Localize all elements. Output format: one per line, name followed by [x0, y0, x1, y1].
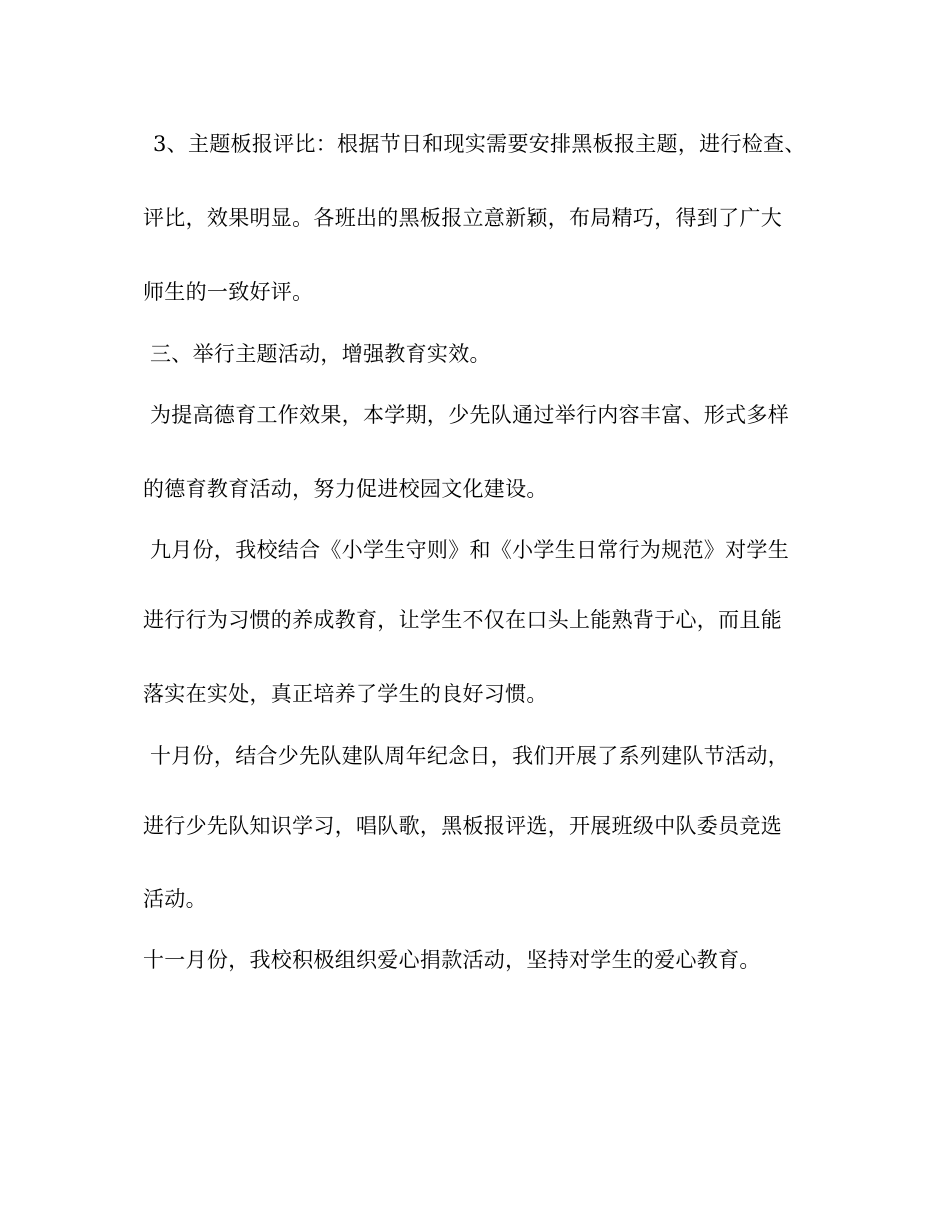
paragraph-line: 十月份，结合少先队建队周年纪念日，我们开展了系列建队节活动， [150, 744, 789, 768]
paragraph-line: 进行行为习惯的养成教育，让学生不仅在口头上能熟背于心，而且能 [143, 608, 782, 632]
paragraph-line: 的德育教育活动，努力促进校园文化建设。 [143, 477, 548, 501]
paragraph-line: 活动。 [143, 887, 207, 911]
section-heading: 三、举行主题活动，增强教育实效。 [150, 342, 491, 366]
paragraph-line: 九月份，我校结合《小学生守则》和《小学生日常行为规范》对学生 [150, 538, 789, 562]
paragraph-line: 3、主题板报评比：根据节日和现实需要安排黑板报主题，进行检查、 [153, 132, 806, 156]
paragraph-line: 落实在实处，真正培养了学生的良好习惯。 [143, 682, 548, 706]
paragraph-line: 为提高德育工作效果，本学期，少先队通过举行内容丰富、形式多样 [150, 403, 789, 427]
paragraph-line: 师生的一致好评。 [143, 280, 314, 304]
paragraph-line: 十一月份，我校积极组织爱心捐款活动，坚持对学生的爱心教育。 [143, 948, 761, 972]
paragraph-line: 进行少先队知识学习，唱队歌，黑板报评选，开展班级中队委员竞选 [143, 814, 782, 838]
paragraph-line: 评比，效果明显。各班出的黑板报立意新颖，布局精巧，得到了广大 [143, 206, 782, 230]
